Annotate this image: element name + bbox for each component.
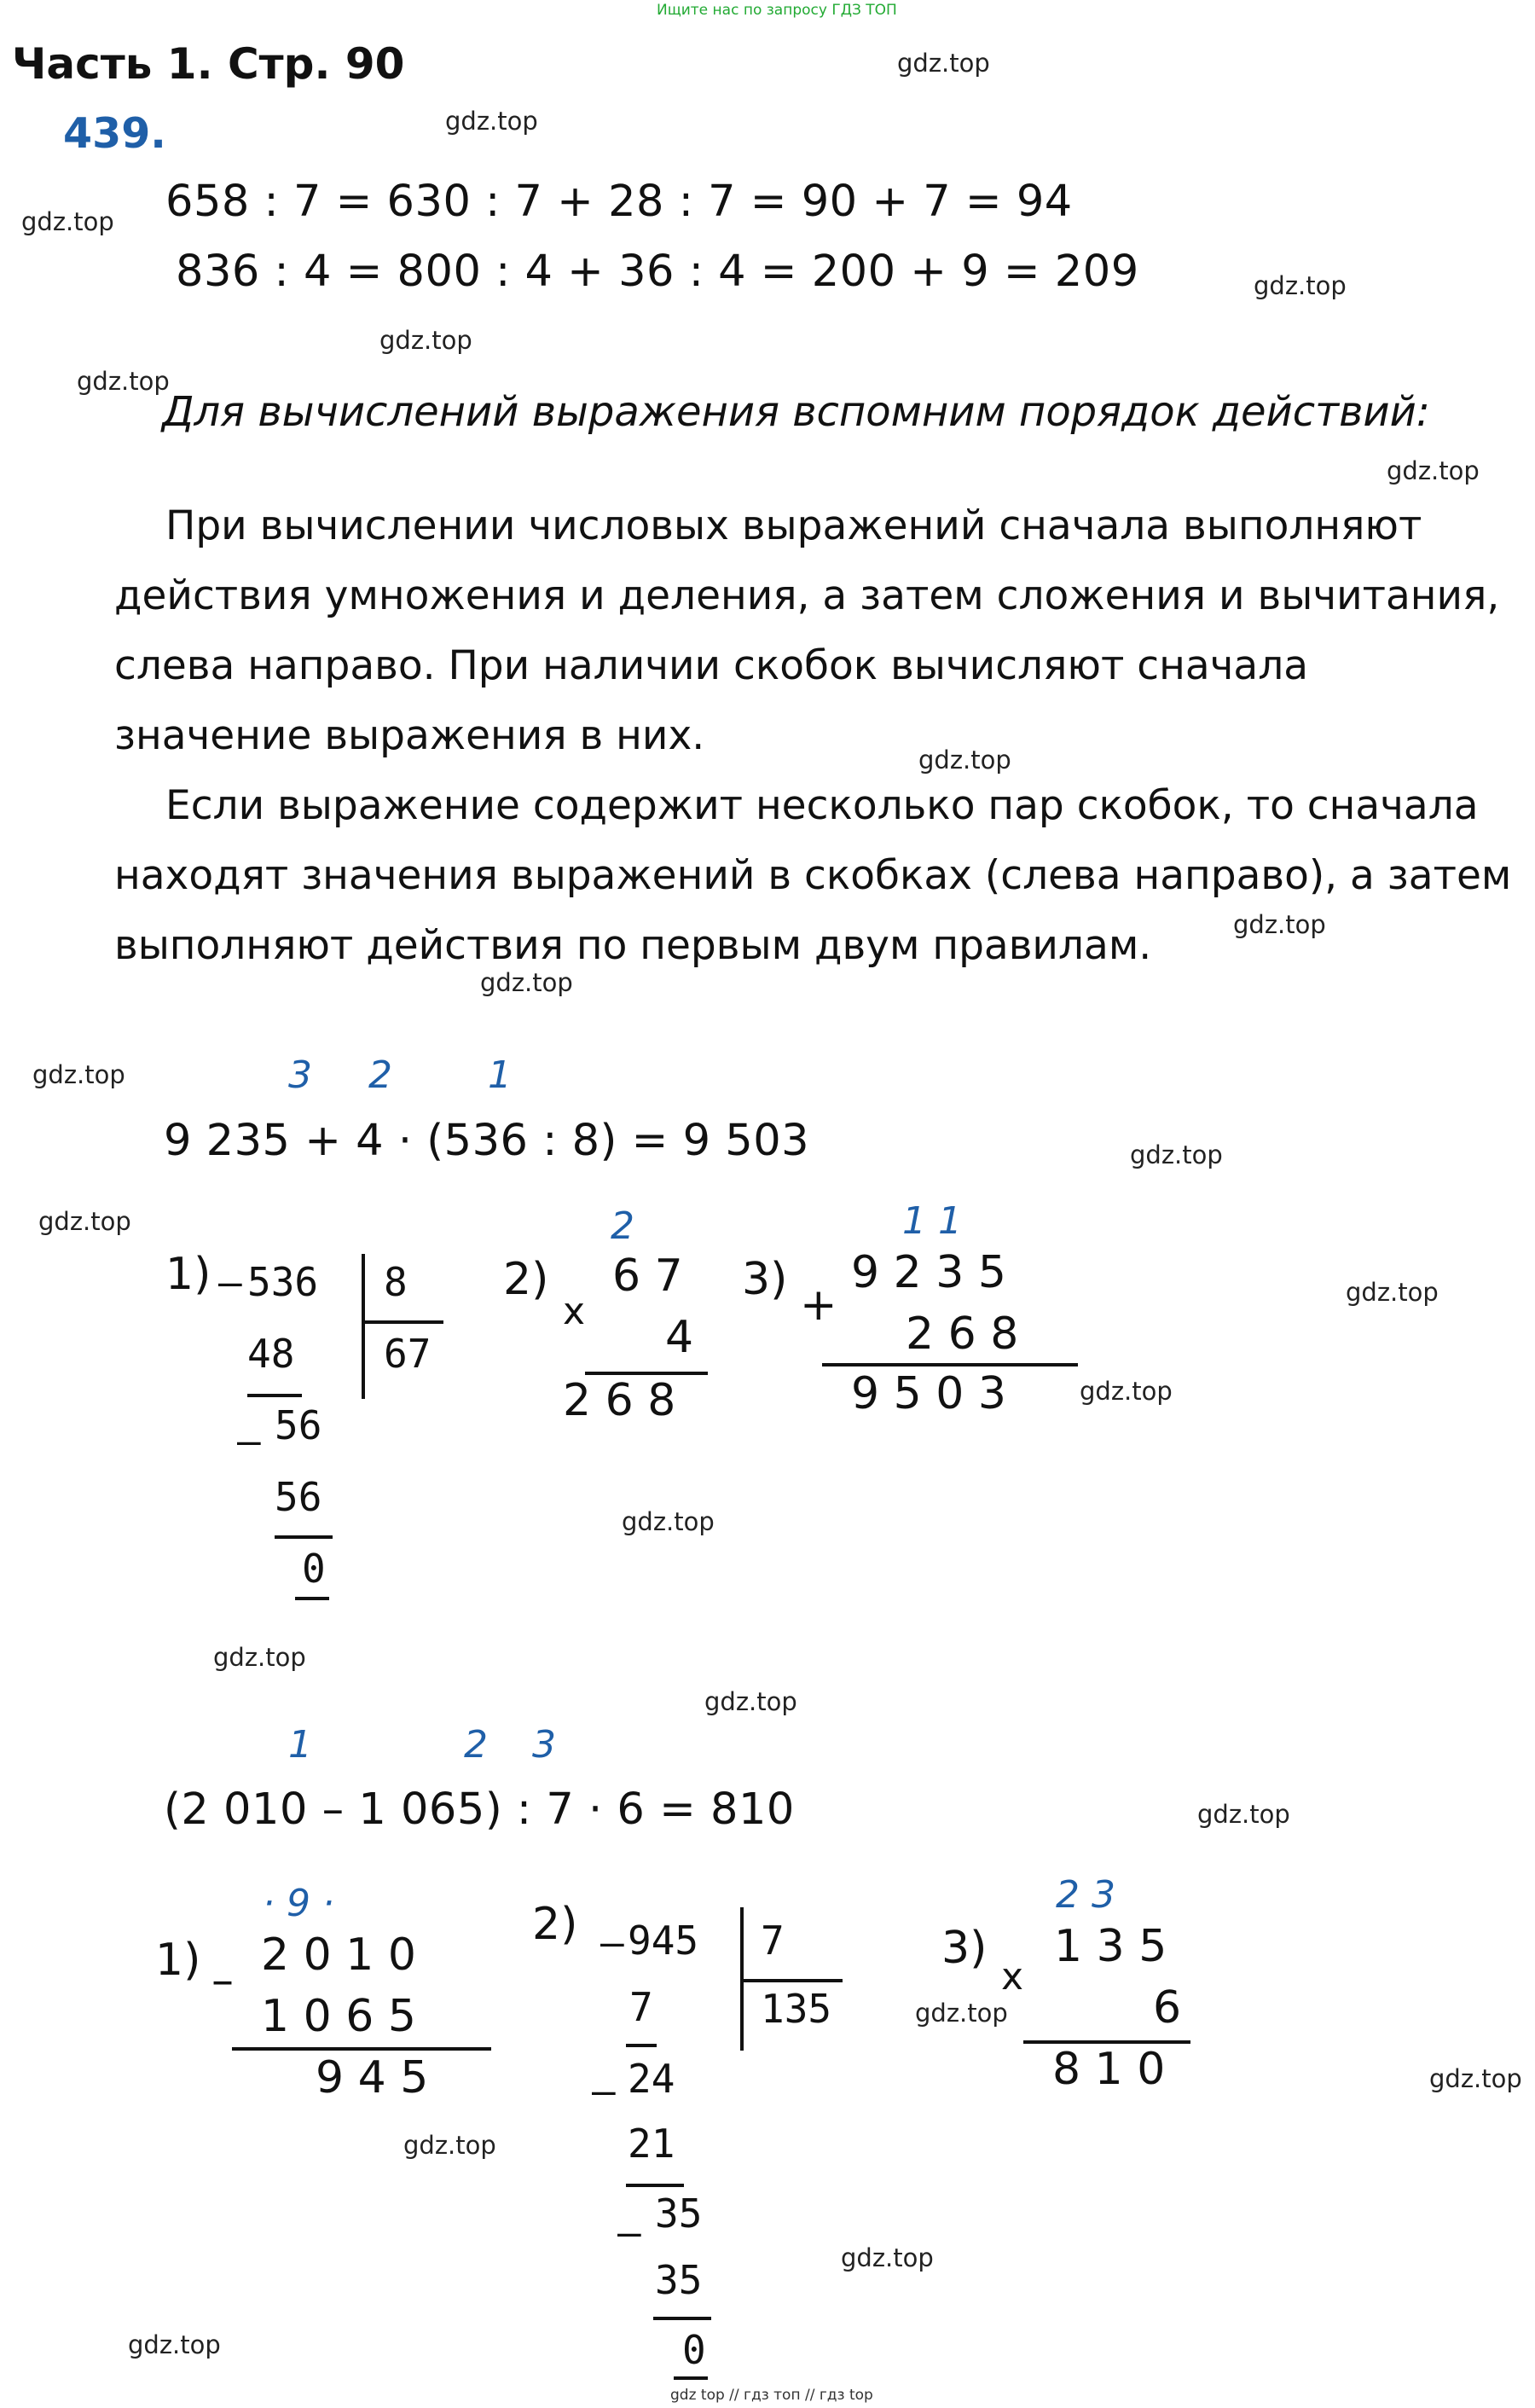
dividend: 536 xyxy=(247,1259,319,1305)
watermark: gdz.top xyxy=(77,367,170,396)
partial-row: 56 xyxy=(275,1402,322,1448)
divisor: 7 xyxy=(761,1918,785,1964)
watermark: gdz.top xyxy=(213,1643,306,1672)
multiply-sign: x xyxy=(563,1290,586,1333)
order-mark: 2 xyxy=(368,1053,392,1097)
partial-row: 24 xyxy=(628,2056,675,2102)
remainder: 0 xyxy=(682,2327,706,2373)
rule-paragraph-2: Если выражение содержит несколько пар скобок, то сначала находят значения выражений в скобках (слева направо), а затем выполняют действия по первым двум правилам. xyxy=(114,782,1512,969)
order-mark: 3 xyxy=(288,1053,312,1097)
partial-line xyxy=(626,2184,684,2187)
watermark: gdz.top xyxy=(21,207,114,236)
minus-sign: – xyxy=(237,1418,261,1464)
watermark: gdz.top xyxy=(1130,1140,1223,1169)
watermark: gdz.top xyxy=(480,968,573,997)
step-label: 1) xyxy=(155,1935,201,1986)
watermark: gdz.top xyxy=(128,2330,221,2359)
plus-sign: + xyxy=(800,1279,837,1331)
partial-line xyxy=(653,2317,711,2320)
partial-row: 56 xyxy=(275,1474,322,1520)
partial-line xyxy=(295,1597,329,1600)
step-label: 1) xyxy=(165,1249,211,1300)
addend-1: 9 2 3 5 xyxy=(851,1247,1006,1298)
order-mark: 2 xyxy=(464,1723,488,1767)
example-1-expression: 9 235 + 4 · (536 : 8) = 9 503 xyxy=(164,1116,810,1166)
multiplicand: 6 7 xyxy=(612,1250,683,1302)
watermark: gdz.top xyxy=(915,1999,1008,2028)
partial-row: 21 xyxy=(628,2121,675,2167)
order-mark: 3 xyxy=(532,1723,556,1767)
minus-sign: – xyxy=(617,2209,641,2255)
addend-2: 2 6 8 xyxy=(906,1308,1019,1360)
product: 8 1 0 xyxy=(1052,2044,1166,2095)
partial-row: 48 xyxy=(247,1331,295,1377)
division-line xyxy=(740,1979,843,1982)
result-line xyxy=(822,1363,1078,1366)
watermark: gdz.top xyxy=(1080,1377,1173,1406)
product: 2 6 8 xyxy=(563,1375,676,1426)
watermark: gdz.top xyxy=(38,1207,131,1236)
step-label: 3) xyxy=(742,1254,788,1305)
minuend: 2 0 1 0 xyxy=(261,1929,416,1981)
equation-1: 658 : 7 = 630 : 7 + 28 : 7 = 90 + 7 = 94 xyxy=(165,177,1073,227)
footer-note: gdz top // гдз топ // гдз top xyxy=(670,2387,873,2404)
step-label: 2) xyxy=(503,1254,549,1305)
quotient: 67 xyxy=(384,1331,432,1377)
watermark: gdz.top xyxy=(445,107,538,136)
watermark: gdz.top xyxy=(841,2243,934,2272)
partial-line xyxy=(275,1535,333,1539)
division-line xyxy=(362,1320,443,1324)
division-bar xyxy=(362,1254,365,1399)
multiply-sign: x xyxy=(1001,1955,1024,1999)
watermark: gdz.top xyxy=(1254,271,1347,300)
watermark: gdz.top xyxy=(1197,1800,1290,1829)
remainder: 0 xyxy=(302,1546,326,1592)
subtrahend: 1 0 6 5 xyxy=(261,1991,416,2042)
watermark: gdz.top xyxy=(403,2131,496,2160)
partial-row: 35 xyxy=(655,2190,703,2237)
page-title: Часть 1. Стр. 90 xyxy=(12,39,405,89)
multiplicand: 1 3 5 xyxy=(1054,1921,1167,1972)
watermark: gdz.top xyxy=(1346,1278,1439,1307)
watermark: gdz.top xyxy=(32,1060,125,1089)
quotient: 135 xyxy=(761,1986,832,2032)
carry-mark: 1 1 xyxy=(902,1199,962,1243)
rule-intro: Для вычислений выражения вспомним порядок действий: xyxy=(162,388,1430,436)
order-mark: 1 xyxy=(288,1723,312,1767)
carry-mark: 2 3 xyxy=(1056,1873,1115,1917)
result-line xyxy=(232,2047,491,2051)
watermark: gdz.top xyxy=(1429,2064,1522,2093)
watermark: gdz.top xyxy=(622,1507,715,1536)
borrow-marks: · 9 · xyxy=(263,1882,334,1925)
top-note: Ищите нас по запросу ГДЗ ТОП xyxy=(657,2,897,19)
partial-line xyxy=(626,2044,657,2047)
watermark: gdz.top xyxy=(1387,456,1480,485)
minus-sign: – xyxy=(211,1955,234,2006)
step-label: 3) xyxy=(941,1923,988,1974)
equation-2: 836 : 4 = 800 : 4 + 36 : 4 = 200 + 9 = 209 xyxy=(176,247,1139,297)
carry-mark: 2 xyxy=(611,1204,634,1248)
partial-row: 35 xyxy=(655,2257,703,2303)
minus-sign: – xyxy=(600,1919,624,1965)
order-mark: 1 xyxy=(488,1053,512,1097)
watermark: gdz.top xyxy=(918,746,1011,775)
task-number: 439. xyxy=(63,109,166,158)
watermark: gdz.top xyxy=(1233,910,1326,939)
rule-paragraph-1: При вычислении числовых выражений сначала выполняют действия умножения и деления, а затем сложения и вычитания, слева направо. При наличии скобок вычисляют сначала значение выражения в них. xyxy=(114,502,1500,759)
watermark: gdz.top xyxy=(379,326,472,355)
watermark: gdz.top xyxy=(704,1687,797,1716)
difference: 9 4 5 xyxy=(316,2052,429,2103)
minus-sign: – xyxy=(592,2068,616,2114)
partial-row: 7 xyxy=(629,1984,653,2030)
partial-line xyxy=(247,1394,302,1397)
watermark: gdz.top xyxy=(897,49,990,78)
step-label: 2) xyxy=(532,1899,578,1950)
sum: 9 5 0 3 xyxy=(851,1368,1006,1419)
partial-line xyxy=(674,2376,708,2380)
divisor: 8 xyxy=(384,1259,408,1305)
example-2-expression: (2 010 – 1 065) : 7 · 6 = 810 xyxy=(164,1784,795,1835)
multiplier: 4 xyxy=(665,1312,694,1363)
dividend: 945 xyxy=(628,1918,699,1964)
multiplier: 6 xyxy=(1153,1982,1182,2034)
minus-sign: – xyxy=(218,1259,242,1305)
